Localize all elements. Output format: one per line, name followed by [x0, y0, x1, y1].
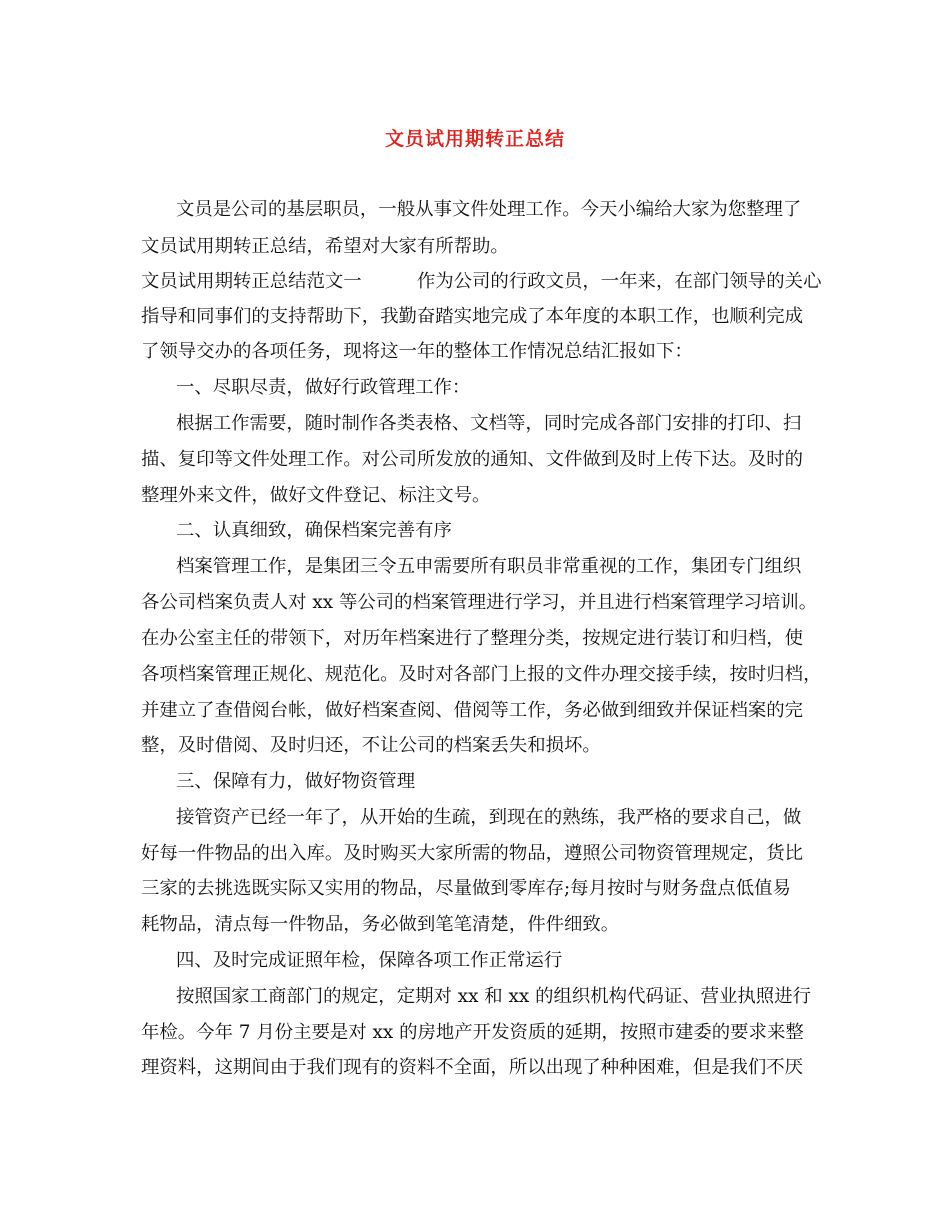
text-line: 文员是公司的基层职员，一般从事文件处理工作。今天小编给大家为您整理了 — [176, 199, 802, 220]
section-heading: 三、保障有力，做好物资管理 — [176, 771, 416, 792]
text-line: 理资料，这期间由于我们现有的资料不全面，所以出现了种种困难，但是我们不厌 — [141, 1057, 804, 1078]
text-line: 在办公室主任的带领下，对历年档案进行了整理分类，按规定进行装订和归档，使 — [141, 628, 804, 649]
text-line: 接管资产已经一年了，从开始的生疏，到现在的熟练，我严格的要求自己，做 — [176, 807, 802, 828]
text-line: 整理外来文件，做好文件登记、标注文号。 — [141, 485, 491, 506]
text-line: 文员试用期转正总结，希望对大家有所帮助。 — [141, 236, 509, 257]
text-line: 各公司档案负责人对 xx 等公司的档案管理进行学习，并且进行档案管理学习培训。 — [141, 592, 818, 613]
section-heading: 一、尽职尽责，做好行政管理工作： — [176, 377, 471, 398]
text-line: 好每一件物品的出入库。及时购买大家所需的物品，遵照公司物资管理规定，货比 — [141, 843, 804, 864]
text-line: 档案管理工作，是集团三令五申需要所有职员非常重视的工作，集团专门组织 — [176, 556, 802, 577]
text-line: 指导和同事们的支持帮助下，我勤奋踏实地完成了本年度的本职工作，也顺利完成 — [141, 306, 804, 327]
text-line: 并建立了查借阅台帐，做好档案查阅、借阅等工作，务必做到细致并保证档案的完 — [141, 700, 804, 721]
text-line: 描、复印等文件处理工作。对公司所发放的通知、文件做到及时上传下达。及时的 — [141, 449, 804, 470]
text-line: 耗物品，清点每一件物品，务必做到笔笔清楚，件件细致。 — [141, 914, 620, 935]
text-line: 根据工作需要，随时制作各类表格、文档等，同时完成各部门安排的打印、扫 — [176, 413, 802, 434]
text-line: 三家的去挑选既实际又实用的物品，尽量做到零库存;每月按时与财务盘点低值易 — [141, 878, 791, 899]
text-line: 了领导交办的各项任务，现将这一年的整体工作情况总结汇报如下： — [141, 341, 693, 362]
section-heading: 四、及时完成证照年检，保障各项工作正常运行 — [176, 950, 563, 971]
document-title: 文员试用期转正总结 — [384, 128, 565, 150]
text-line: 文员试用期转正总结范文一 作为公司的行政文员，一年来，在部门领导的关心 — [141, 271, 822, 292]
text-line: 各项档案管理正规化、规范化。及时对各部门上报的文件办理交接手续，按时归档， — [141, 664, 822, 685]
text-line: 按照国家工商部门的规定，定期对 xx 和 xx 的组织机构代码证、营业执照进行 — [176, 986, 811, 1007]
section-heading: 二、认真细致，确保档案完善有序 — [176, 520, 452, 541]
text-line: 年检。今年 7 月份主要是对 xx 的房地产开发资质的延期，按照市建委的要求来整 — [141, 1022, 804, 1043]
text-line: 整，及时借阅、及时归还，不让公司的档案丢失和损坏。 — [141, 735, 601, 756]
